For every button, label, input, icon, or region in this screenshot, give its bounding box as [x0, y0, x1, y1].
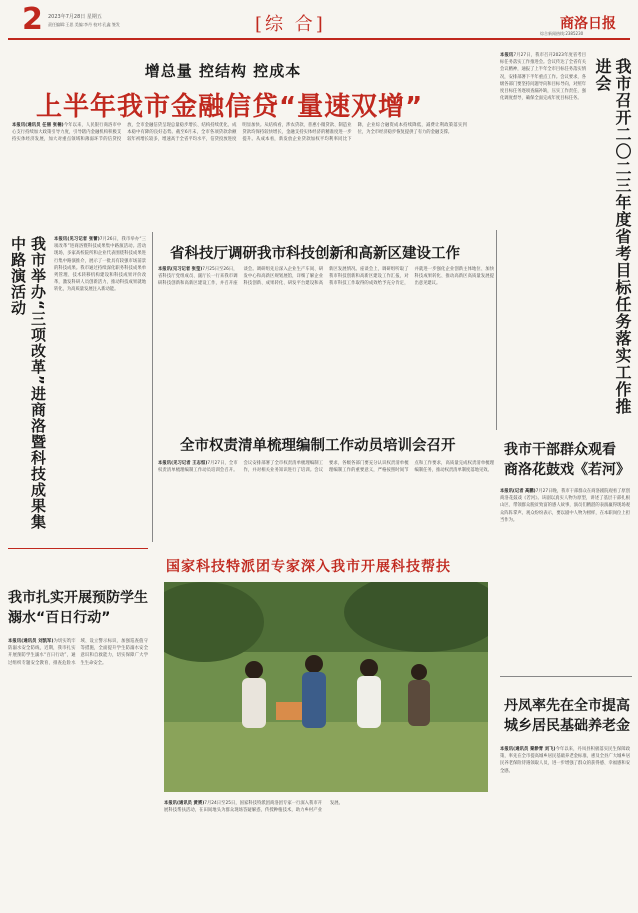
- training-title: 全市权责清单梳理编制工作动员培训会召开: [180, 438, 456, 454]
- col-divider-right: [496, 230, 497, 430]
- cadres-text: 7月27日晚，我市干部群众在商洛剧院观看了原创商洛花鼓戏《若河》。该剧以真实人物为原型，讲述了基层干部扎根山区、带领群众脱贫致富的感人故事，演员们精湛的表演赢得现场观众阵阵掌声。观众纷纷表示，要以剧中人物为榜样，在本职岗位上担当作为。: [500, 489, 630, 523]
- col-divider-left: [152, 232, 153, 542]
- news-photo: [164, 582, 488, 792]
- provincial-byline: 本报讯: [500, 53, 514, 58]
- training-article: [158, 430, 494, 546]
- provincial-title: 我市召开二〇二三年度省考目标任务落实工作推进会: [593, 58, 632, 415]
- section-name: 综 合: [265, 14, 316, 35]
- drowning-body: [8, 638, 148, 902]
- cadres-byline: 本报讯(记者 高鹏): [500, 489, 536, 494]
- reform-title: 我市举办“三项改革”进商洛暨科技成果集中路演活动: [9, 236, 47, 530]
- training-text: 7月27日，全市权责清单梳理编制工作动员培训会召开。会议安排部署了全市权责清单梳理编制工作，并对相关业务知识进行了培训。会议要求，各级各部门要充分认识权责清单梳理编制工作的重要意义，严格按照时间节点和工作要求，高质量完成权责清单梳理编制任务，推动权责清单制度落地见效。: [158, 461, 494, 474]
- science-article: [158, 232, 494, 422]
- lead-body: [12, 122, 582, 222]
- elderly-article: [500, 676, 632, 908]
- cadres-article: [500, 430, 632, 670]
- masthead: [0, 0, 638, 44]
- provincial-text: 7月27日，我市召开2023年度省考目标任务落实工作推进会。会议传达了全省有关会议精神，通报了上半年全市目标任务落实情况，安排部署下半年重点工作。会议要求，各级各部门要坚持问题导向和目标导向，对照年度目标任务逐项查漏补缺，压实工作责任，强化调度督导，确保全面完成年度目标任务。: [500, 53, 586, 102]
- drowning-rule: [8, 548, 148, 549]
- elderly-rule: [500, 676, 632, 677]
- science-title: 省科技厅调研我市科技创新和高新区建设工作: [170, 246, 460, 262]
- date-line: 2023年7月28日 星期五: [48, 14, 102, 20]
- photo-byline: 本报讯(通讯员 黄赟): [164, 801, 205, 806]
- reform-text: 7月26日，我市举办“三项改革”进商洛暨科技成果集中路演活动。活动现场，多家高校院所和企业代表围绕科技成果进行集中路演推介，展示了一批具有较强市场前景的科技成果。我市通过持续深化职务科技成果单列管理、技术转移机构建设和科技成果评价改革，激发科研人员创新活力，推动科技成果就地转化，为高质量发展注入新动能。: [54, 237, 146, 293]
- elderly-body: [500, 746, 630, 906]
- elderly-text: 今年以来，丹凤县积极落实民生保障政策，率先在全市提高城乡居民基础养老金标准，惠及全县广大城乡居民养老保险待遇领取人员，进一步增强了群众的获得感、幸福感和安全感。: [500, 747, 630, 774]
- lead-kicker: 增总量 控结构 控成本: [144, 62, 302, 80]
- science-text: 7月25日至26日，省科技厅党组成员、副厅长一行来我市调研科技创新和高新区建设工作，并召开座谈会。调研组先后深入企业生产车间、研发中心和高新区规划展馆，详细了解企业科技创新、成果转化、研发平台建设和高新区发展情况。座谈会上，调研组听取了我市科技创新和高新区建设工作汇报，对我市科技工作取得的成效给予充分肯定，并就进一步强化企业创新主体地位、加快科技成果转化、推动高新区高质量发展提出意见建议。: [158, 267, 494, 287]
- cadres-title: 我市干部群众观看商洛花鼓戏《若河》: [504, 442, 630, 478]
- photo-caption-text: 7月24日至25日，国家科技特派团商洛团专家一行深入我市开展科技帮扶活动，在田间地头为群众现场答疑解惑，传授种植技术，助力乡村产业发展。: [164, 801, 343, 814]
- photo-caption: [164, 800, 488, 904]
- lead-title: 上半年我市金融信贷“量速双增”: [36, 92, 424, 122]
- phone-line: 综合新闻热线:2385230: [540, 31, 584, 36]
- lead-text: 今年以来，人民银行商洛市中心支行持续加大政策引导力度，引导辖内金融机构积极支持实体经济发展，加大对重点领域和薄弱环节的信贷投放，全市金融信贷呈现总量稳步增长、结构持续优化、成本稳中有降的良好态势。截至6月末，全市各项贷款余额较年初增长较多，增速高于全省平均水平，信贷投放进度明显加快。从结构看，涉农贷款、普惠小微贷款、制造业贷款均保持较快增长，金融支持实体经济的精准度进一步提升。从成本看，新发放企业贷款加权平均利率同比下降，企业综合融资成本持续降低，减费让利政策落实到位，为全市经济稳步恢复提供了有力的金融支撑。: [12, 123, 467, 143]
- elderly-byline: 本报讯(通讯员 秦渺青 刘飞): [500, 747, 556, 752]
- training-byline: 本报讯(见习记者 王志恒): [158, 461, 208, 466]
- photo-article: [158, 552, 494, 908]
- elderly-title: 丹凤率先在全市提高城乡居民基础养老金: [504, 698, 630, 734]
- science-body: [158, 266, 494, 416]
- editor-line: 责任编辑:王思 美编:李丹 校对:孔鑫 签发: [48, 22, 120, 27]
- drowning-text: 为切实筑牢防溺水安全防线，近期，我市扎实开展预防学生溺水“百日行动”，通过组织专题安全教育、排查危险水域、设立警示标识、加强巡查值守等措施，全面提升学生防溺水安全意识和自救能力，切实保障广大学生生命安全。: [8, 639, 148, 666]
- provincial-article: [590, 46, 632, 426]
- reform-byline: 本报讯(见习记者 张蕾): [54, 237, 100, 242]
- training-body: [158, 460, 494, 544]
- provincial-body: [500, 52, 586, 422]
- drowning-byline: 本报讯(通讯员 刘凯军): [8, 639, 54, 644]
- photo-title: 国家科技特派团专家深入我市开展科技帮扶: [166, 559, 451, 575]
- paper-name: 商洛日报: [560, 16, 616, 32]
- section-label: [综 合]: [255, 14, 326, 35]
- page-number: 2: [22, 2, 43, 37]
- science-byline: 本报讯(见习记者 张莹): [158, 267, 203, 272]
- drowning-title: 我市扎实开展预防学生溺水“百日行动”: [8, 590, 148, 626]
- cadres-body: [500, 488, 630, 666]
- lead-byline: 本报讯(通讯员 任丽 张楠): [12, 123, 64, 128]
- drowning-article: [8, 548, 148, 908]
- masthead-rule: [8, 38, 630, 40]
- reform-article: [8, 232, 148, 542]
- reform-body: [54, 236, 146, 536]
